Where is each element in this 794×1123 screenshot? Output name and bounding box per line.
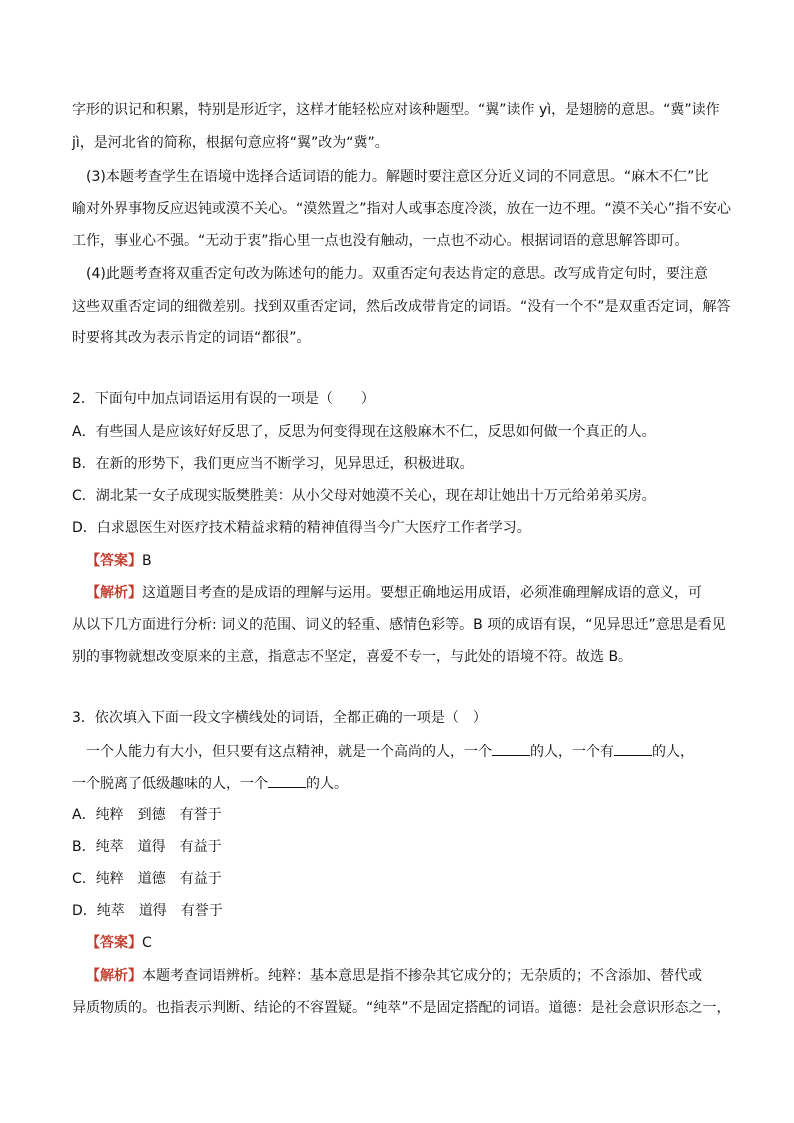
passage-text: 的人。 [306,776,348,792]
passage-text: 的人，一个有 [530,744,614,760]
question-3-answer [86,933,152,953]
option-word: 到德 [137,807,166,823]
question-2-analysis-line: 从以下几方面进行分析: 词义的范围、词义的轻重、感情色彩等。B 项的成语有误，“见异思迁”意思是看见 [72,617,726,633]
question-3-analysis-line [86,966,702,986]
question-3-option-d [72,901,223,921]
answer-value: B [142,553,152,569]
analysis-text: 本题考查词语辨析。纯粹：基本意思是指不掺杂其它成分的；无杂质的；不含添加、替代或 [142,968,702,984]
analysis-tag: 【解析】 [86,968,142,984]
question-2-option-a: A．有些国人是应该好好反思了，反思为何变得现在这般麻木不仁，反思如何做一个真正的人。 [72,424,656,440]
option-word: 道得 [138,903,167,919]
question-3-analysis-line: 异质物质的。也指表示判断、结论的不容置疑。“纯萃”不是固定搭配的词语。道德：是社会意识形态之一， [72,1000,731,1016]
question-2-analysis-line: 别的事物就想改变原来的主意，指意志不坚定，喜爱不专一，与此处的语境不符。故选 B。 [72,649,633,665]
option-word: 有誉于 [179,807,222,823]
paragraph-line: 时要将其改为表示肯定的词语“都很”。 [72,330,311,346]
option-label: B．纯萃 [72,839,124,855]
fill-blank [492,741,530,756]
answer-tag: 【答案】 [86,935,142,951]
question-2-answer [86,551,152,571]
analysis-text: 这道题目考查的是成语的理解与运用。要想正确地运用成语，必须准确理解成语的意义，可 [142,585,702,601]
question-2-analysis-line [86,583,702,603]
paragraph-line: 喻对外界事物反应迟钝或漠不关心。“漠然置之”指对人或事态度冷淡，放在一边不理。“漠不关心”指不安心 [72,201,732,217]
question-3-stem: 3．依次填入下面一段文字横线处的词语，全都正确的一项是（ ） [72,710,487,726]
option-label: D．纯萃 [72,903,125,919]
paragraph-line: 这些双重否定词的细微差别。找到双重否定词，然后改成带肯定的词语。“没有一个不”是双重否定词，解答 [72,299,731,315]
question-2-option-d: D．白求恩医生对医疗技术精益求精的精神值得当今广大医疗工作者学习。 [72,520,531,536]
question-2-option-c: C．湖北某一女子成现实版樊胜美：从小父母对她漠不关心，现在却让她出十万元给弟弟买房。 [72,488,656,504]
analysis-tag: 【解析】 [86,585,142,601]
option-label: A．纯粹 [72,807,124,823]
question-3-passage-line [72,773,348,794]
question-3-option-b [72,837,222,857]
question-3-option-c [72,869,222,889]
option-word: 道得 [137,839,166,855]
question-2-stem: 2．下面句中加点词语运用有误的一项是（ ） [72,391,375,407]
question-3-option-a [72,805,222,825]
passage-text: 的人， [652,744,694,760]
answer-tag: 【答案】 [86,553,142,569]
option-word: 有益于 [179,871,222,887]
option-word: 有益于 [179,839,222,855]
paragraph-line: 工作，事业心不强。“无动于衷”指心里一点也没有触动，一点也不动心。根据词语的意思解答即可。 [72,233,689,249]
passage-text: 一个人能力有大小，但只要有这点精神，就是一个高尚的人，一个 [86,744,492,760]
paragraph-line: (4)此题考查将双重否定句改为陈述句的能力。双重否定句表达肯定的意思。改写成肯定句时，要注意 [86,266,708,282]
paragraph-line: 字形的识记和积累，特别是形近字，这样才能轻松应对该种题型。“翼”读作 yì，是翅膀的意思。“冀”读作 [72,102,720,118]
option-word: 有誉于 [180,903,223,919]
paragraph-line: jì，是河北省的简称，根据句意应将“翼”改为“冀”。 [72,135,389,151]
fill-blank [268,773,306,788]
question-2-option-b: B．在新的形势下，我们更应当不断学习，见异思迁，积极进取。 [72,456,474,472]
fill-blank [614,741,652,756]
paragraph-line: (3)本题考查学生在语境中选择合适词语的能力。解题时要注意区分近义词的不同意思。“麻木不仁”比 [86,169,709,185]
question-3-passage-line [86,741,694,762]
answer-value: C [142,935,152,951]
option-label: C．纯粹 [72,871,124,887]
passage-text: 一个脱离了低级趣味的人，一个 [72,776,268,792]
option-word: 道德 [137,871,166,887]
